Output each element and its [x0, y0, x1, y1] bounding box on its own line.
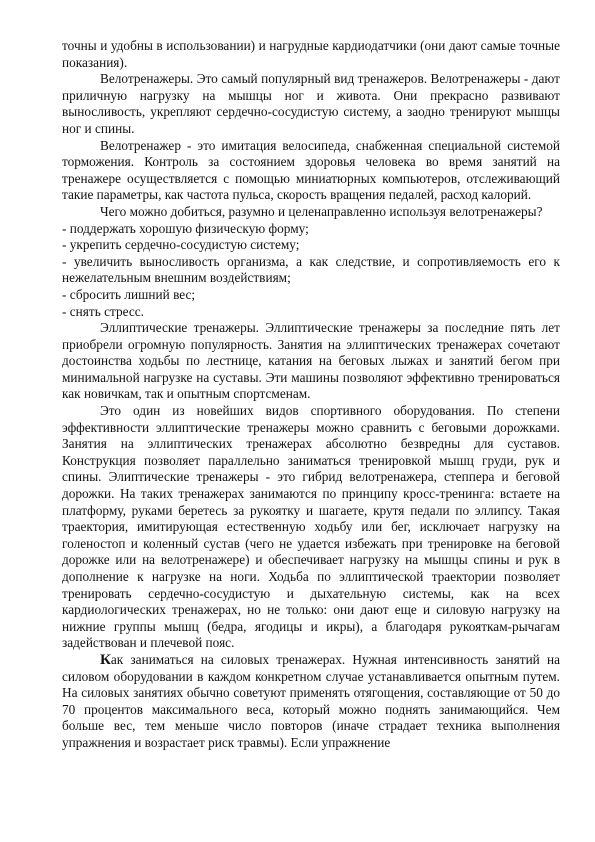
list-item: - поддержать хорошую физическую форму; [62, 220, 309, 236]
paragraph-first-letter: К [100, 651, 111, 668]
list-item: - укрепить сердечно-сосудистую систему; [62, 237, 300, 253]
paragraph-exercise-bike-definition: Велотренажер - это имитация велосипеда, снабженная специальной системой торможения. Контроль за состоянием здоровья человека во время занятий на тренажере осуществляется с помощью миниатюрных компьютеров, отслеживающий такие параметры, как частота пульса, скорость вращения педалей, расход калорий. [62, 137, 560, 203]
paragraph-bike-question: Чего можно добиться, разумно и целенаправленно используя велотренажеры? [100, 203, 543, 219]
paragraph-exercise-bikes: Велотренажеры. Это самый популярный вид тренажеров. Велотренажеры - дают приличную нагрузку на мышцы ног и живота. Они прекрасно развивают выносливость, укрепляют сердечно-сосудистую систему, а заодно тренируют мышцы ног и спины. [62, 71, 560, 136]
document-page [62, 38, 560, 752]
list-item: - сбросить лишний вес; [62, 286, 196, 302]
paragraph-continuation: точны и удобны в использовании) и нагрудные кардиодатчики (они дают самые точные показания). [62, 38, 560, 70]
paragraph-elliptical-trainers: Эллиптические тренажеры. Эллиптические тренажеры за последние пять лет приобрели огромную популярность. Занятия на эллиптических тренажерах сочетают достоинства ходьбы по лестнице, катания на беговых лыжах и занятий бегом при минимальной нагрузке на суставы. Эти машины позволяют эффективно тренироваться как новичкам, так и опытным спортсменам. [62, 320, 560, 402]
paragraph-elliptical-details: Это один из новейших видов спортивного оборудования. По степени эффективности эллиптические тренажеры можно сравнить с беговыми дорожками. Занятия на эллиптических тренажерах абсолютно безвредны для суставов. Конструкция позволяет параллельно заниматься тренировкой мышц груди, рук и спины. Элиптические тренажеры - это гибрид велотренажера, степпера и беговой дорожки. На таких тренажерах занимаются по принципу кросс-тренинга: встаете на платформу, руками беретесь за рукоятку и шагаете, крутя педали по эллипсу. Такая траектория, имитирующая естественную ходьбу или бег, исключает нагрузку на голеностоп и коленный сустав (чего не удается избежать при тренировке на беговой дорожке или на велотренажере) и обеспечивает нагрузку на мышцы спины и рук в дополнение к нагрузке на ноги. Ходьба по эллиптической траектории позволяет тренировать сердечно-сосудистую и дыхательную системы, как на всех кардиологических тренажерах, но не только: они дают еще и силовую нагрузку на нижние группы мышц (бедра, ягодицы и икры), а благодаря рукояткам-рычагам задействован и плечевой пояс. [62, 403, 560, 651]
list-item: - снять стресс. [62, 303, 144, 319]
list-item: - увеличить выносливость организма, а как следствие, и сопротивляемость его к нежелательным внешним воздействиям; [62, 253, 560, 286]
paragraph-strength-training [62, 652, 560, 752]
paragraph-body: ак заниматься на силовых тренажерах. Нужная интенсивность занятий на силовом оборудовании в каждом конкретном случае устанавливается опытным путем. На силовых занятиях обычно советуют применять отягощения, составляющие от 50 до 70 процентов максимального веса, который можно поднять занимающийся. Чем больше вес, тем меньше число повторов (иначе страдает техника выполнения упражнения и возрастает риск травмы). Если упражнение [62, 651, 560, 750]
